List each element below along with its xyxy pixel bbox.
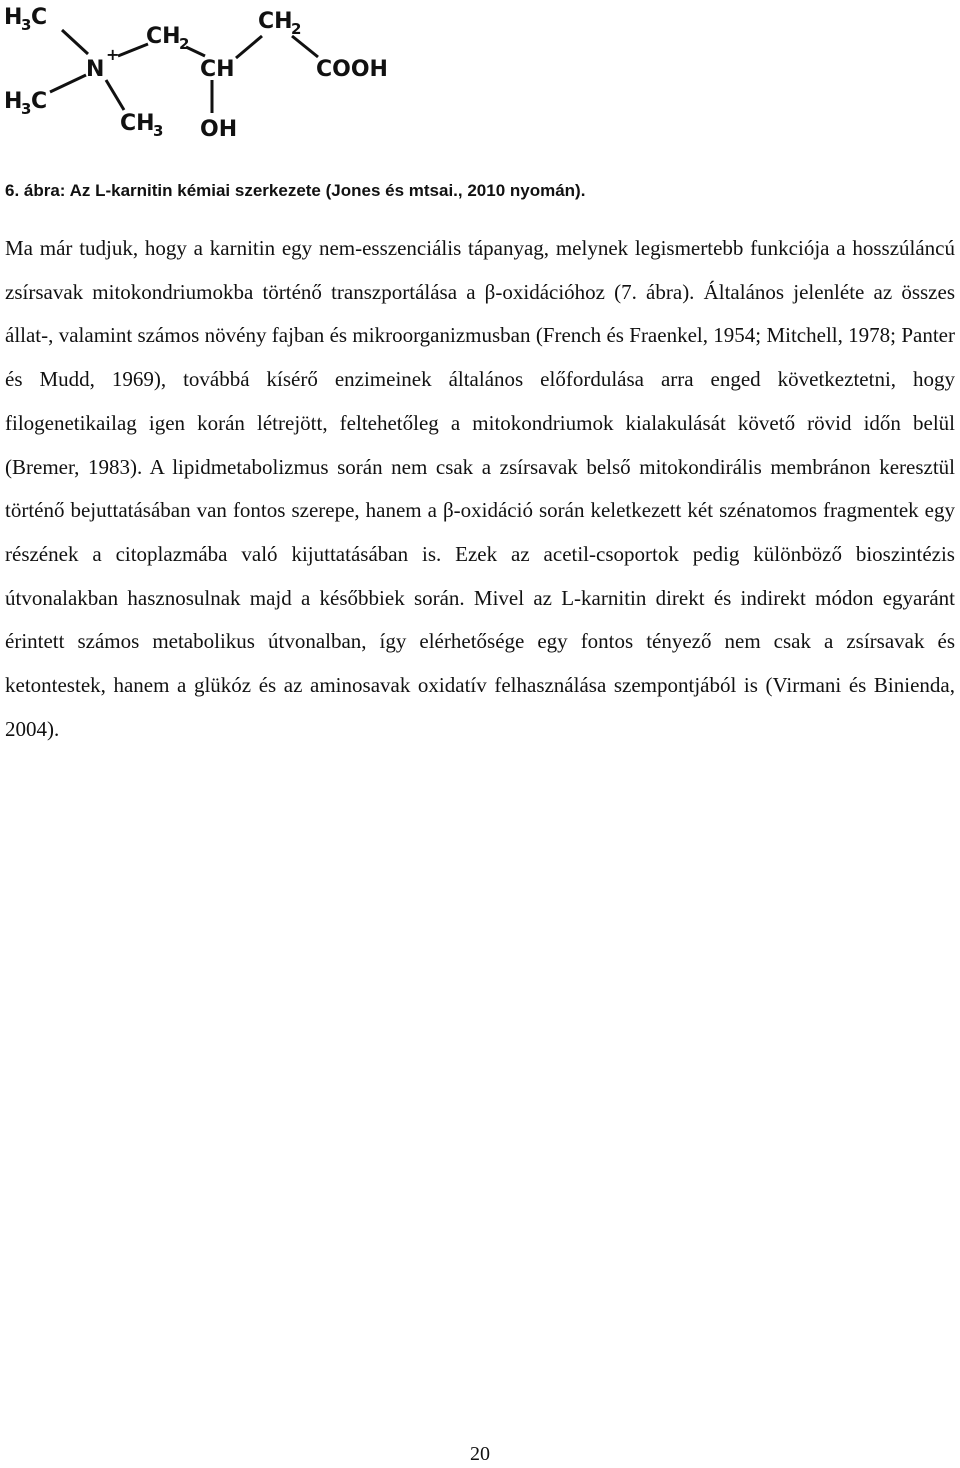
atom-nitrogen: N xyxy=(86,57,105,82)
bond-n-ch2 xyxy=(118,44,148,56)
bond-n-methyl-right xyxy=(106,80,124,110)
paragraph-sentence-3: A lipidmetabolizmus során nem csak a zsírsavak belső mitokondirális membránon keresztül történő bejuttatásában van fontos szerepe, hanem a β-oxidáció során keletkezett két szénatomos fragmentek egy részének a citoplazmába való kijuttatásában is. xyxy=(5,454,955,566)
atom-ch2-second-sub: 2 xyxy=(291,20,302,38)
atom-ch3-right-sub: 3 xyxy=(153,122,164,140)
l-carnitine-structure-figure xyxy=(0,0,400,150)
figure-caption: 6. ábra: Az L-karnitin kémiai szerkezete (Jones és mtsai., 2010 nyomán). xyxy=(5,181,586,200)
bond-ch2-cooh xyxy=(292,36,318,57)
atom-h3c-top-h: H xyxy=(4,5,23,30)
atom-ch2-first: CH xyxy=(146,24,181,49)
atom-ch: CH xyxy=(200,57,235,82)
atom-oh: OH xyxy=(200,117,238,142)
bond-n-methyl-top xyxy=(62,30,88,54)
atom-cooh: COOH xyxy=(316,57,388,82)
paragraph-sentence-5: Mivel az L-karnitin direkt és indirekt módon egyaránt érintett számos metabolikus útvonalban, így elérhetősége egy fontos tényező nem csak a zsírsavak és ketontestek, hanem a glükóz és az aminosavak oxidatív felhasználása szempontjából is (Virmani és Binienda, 2004). xyxy=(5,585,955,741)
atom-h3c-top-c: C xyxy=(31,5,48,30)
paragraph-sentence-2: Általános jelenléte az összes állat-, valamint számos növény fajban és mikroorganizmusban (French és Fraenkel, 1954; Mitchell, 1978; Panter és Mudd, 1969), továbbá kísérő enzimeinek általános előfordulása arra enged következtetni, hogy filogenetikailag igen korán létrejött, feltehetőleg a mitokondriumok kialakulását követő rövid időn belül (Bremer, 1983). xyxy=(5,279,955,479)
atom-h3c-bottom-sub: 3 xyxy=(21,100,32,118)
chemical-structure-diagram xyxy=(0,0,400,150)
atom-ch3-right: CH xyxy=(120,111,155,136)
page-number: 20 xyxy=(470,1443,490,1465)
paragraph-sentence-1: Ma már tudjuk, hogy a karnitin egy nem-esszenciális tápanyag, melynek legismertebb funkciója a hosszúláncú zsírsavak mitokondriumokba történő transzportálása a β-oxidációhoz (7. ábra). xyxy=(5,236,955,304)
atom-ch2-second: CH xyxy=(258,9,293,34)
paragraph-sentence-4: Ezek az acetil-csoportok pedig különböző bioszintézis útvonalakban hasznosulnak majd a későbbiek során. xyxy=(5,541,955,610)
atom-nitrogen-charge: + xyxy=(106,45,120,64)
bond-n-methyl-bottom xyxy=(50,75,86,92)
body-paragraph xyxy=(5,227,955,751)
atom-h3c-bottom-c: C xyxy=(31,89,48,114)
atom-h3c-top-sub: 3 xyxy=(21,16,32,34)
atom-ch2-first-sub: 2 xyxy=(179,35,190,53)
atom-h3c-bottom-h: H xyxy=(4,89,23,114)
bond-ch-ch2 xyxy=(236,36,262,58)
